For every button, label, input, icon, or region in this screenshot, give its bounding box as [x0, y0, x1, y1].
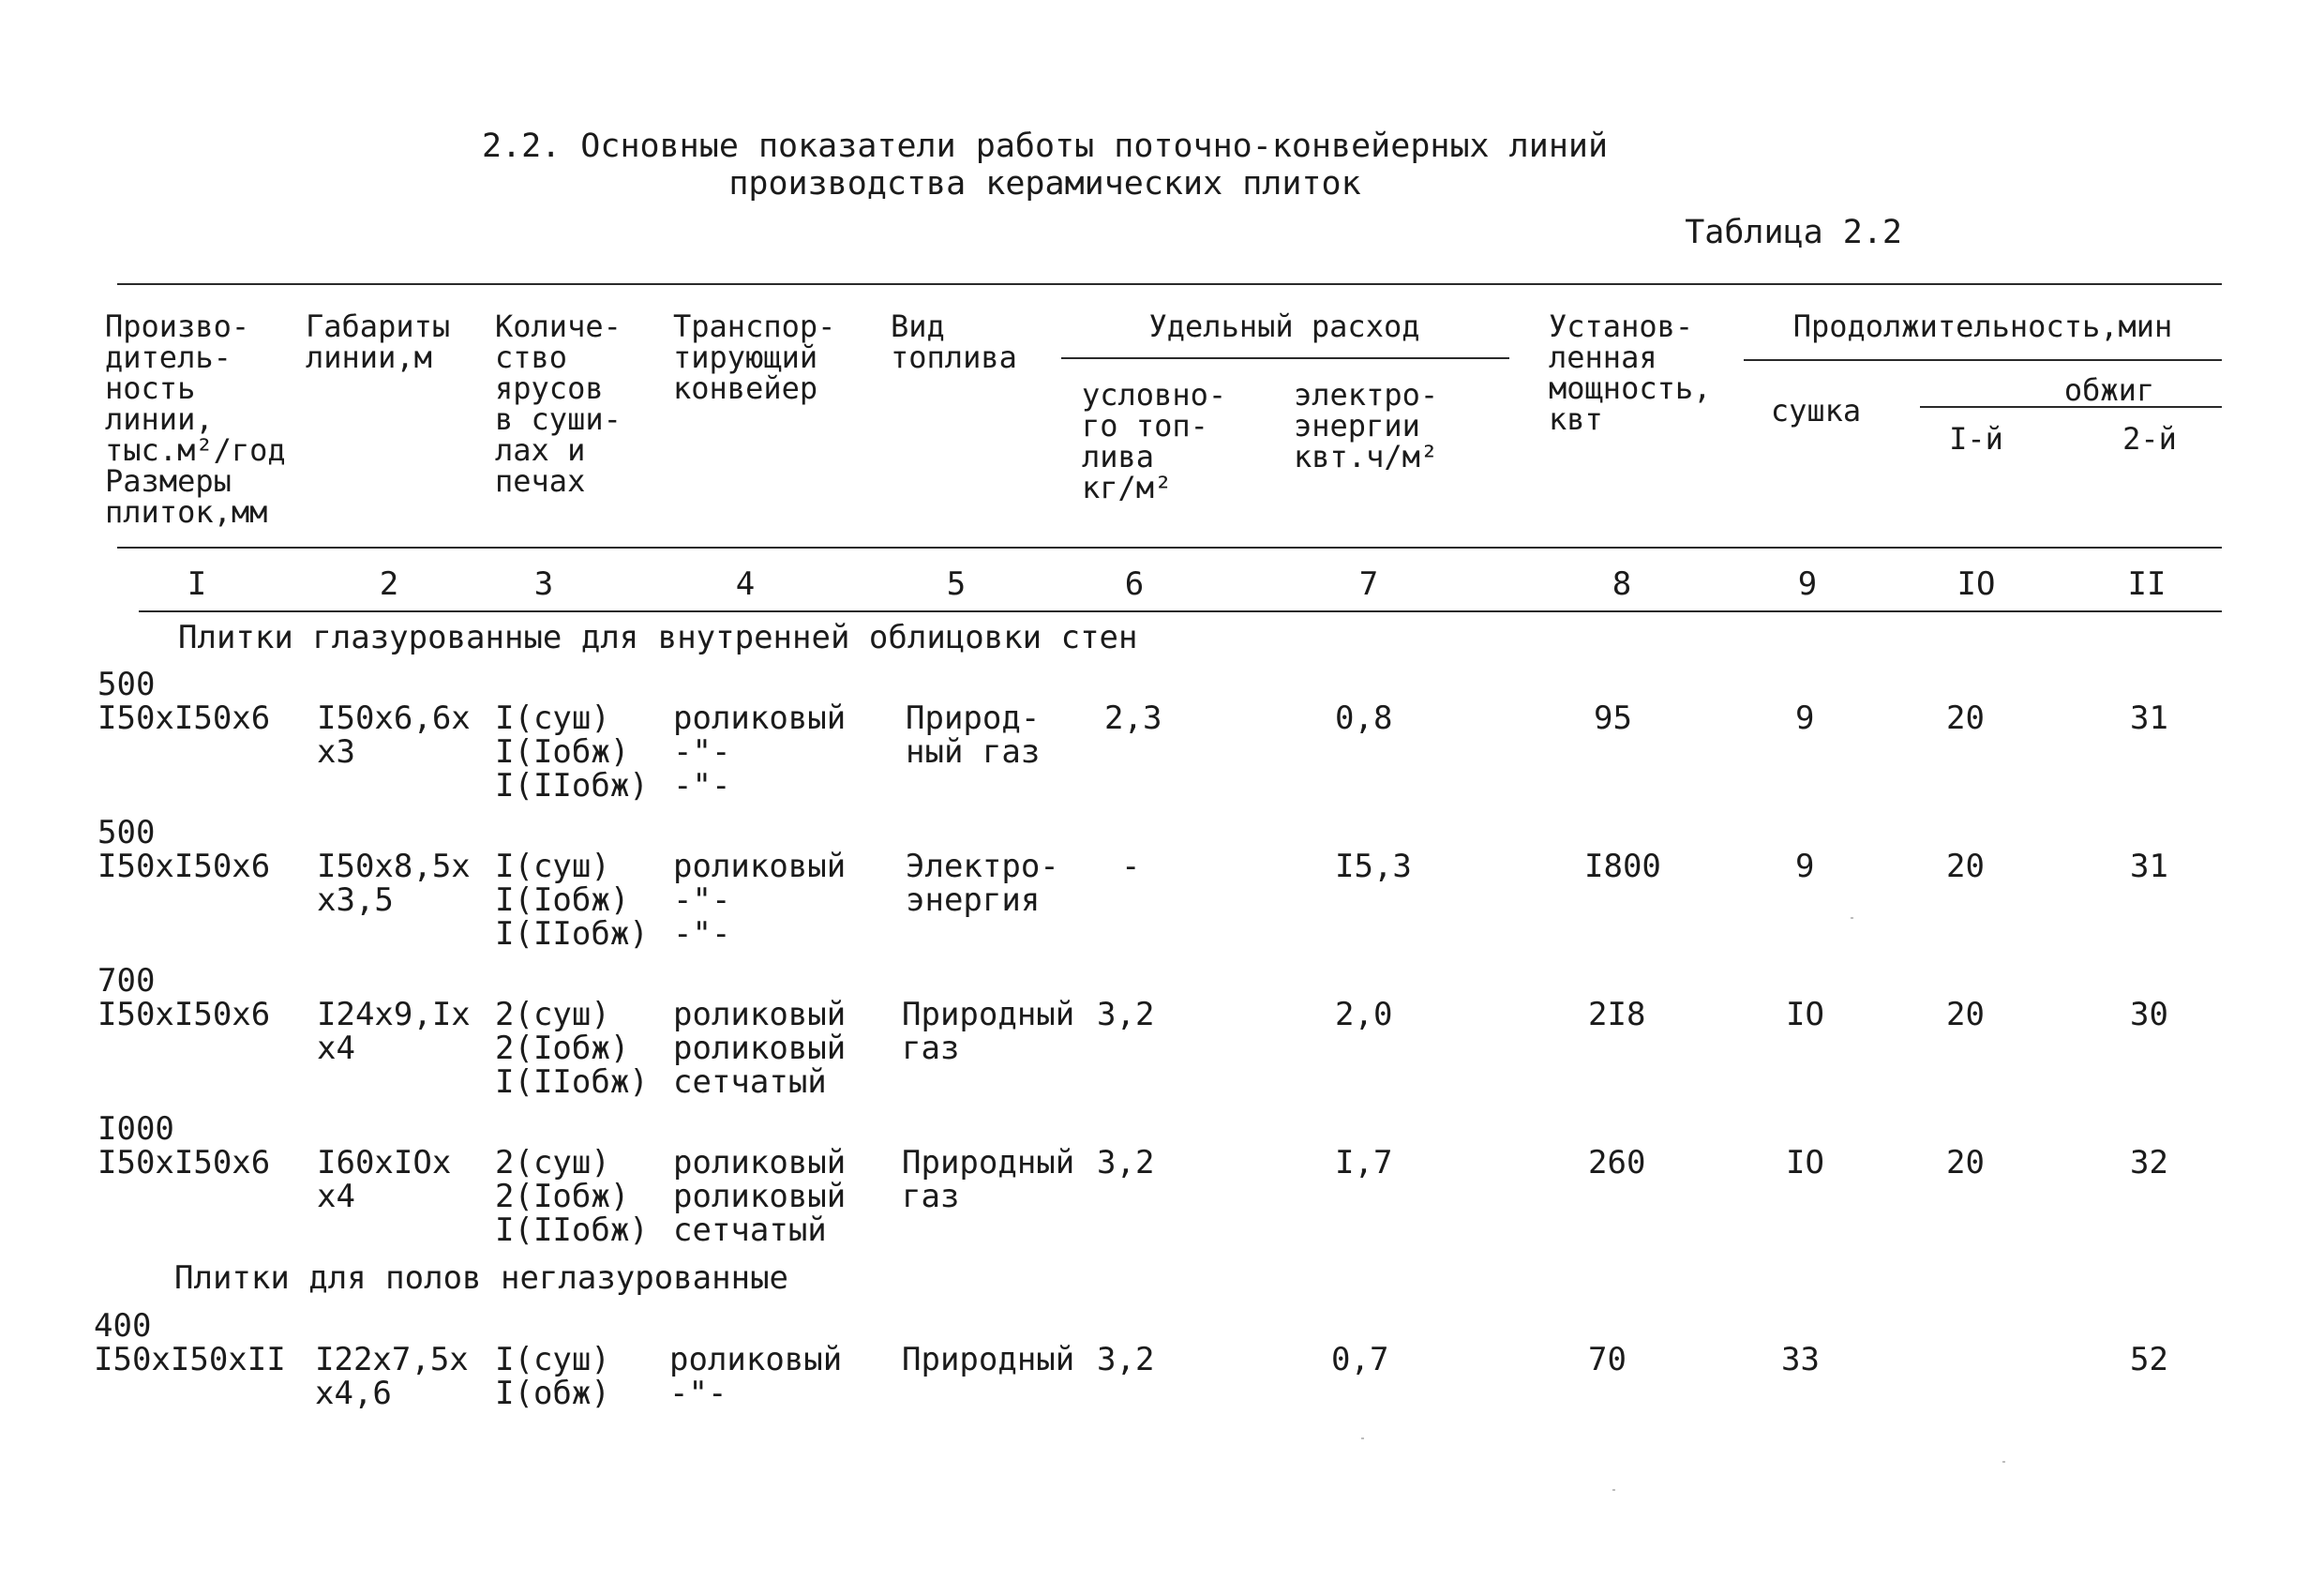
- header-conveyor: Транспор- тирующий конвейер: [673, 308, 836, 406]
- row-1-firing-2: 31: [2130, 700, 2168, 737]
- scan-speck: [1612, 1489, 1615, 1491]
- section-title-glazed: Плитки глазурованные для внутренней облицовки стен: [178, 619, 1138, 656]
- row-5-tiers: I(суш) I(обж): [495, 1341, 610, 1412]
- section-title-floor: Плитки для полов неглазурованные: [174, 1259, 789, 1297]
- row-4-conveyor: роликовый роликовый сетчатый: [673, 1144, 847, 1249]
- row-3-productivity: 700 I50xI50x6: [97, 962, 271, 1033]
- scan-speck: [2002, 1461, 2005, 1463]
- row-4-firing-1: 20: [1946, 1144, 1985, 1181]
- column-number-7: 7: [1358, 565, 1379, 603]
- row-3-installed-power: 2I8: [1588, 996, 1646, 1033]
- table-top-rule: [117, 283, 2222, 285]
- row-1-fuel-consumption: 2,3: [1104, 700, 1162, 737]
- row-3-dimensions: I24x9,Ix x4: [317, 996, 471, 1067]
- header-electricity: электро- энергии квт.ч/м²: [1294, 377, 1439, 474]
- column-number-5: 5: [946, 565, 967, 603]
- row-2-fuel-consumption: -: [1121, 848, 1141, 885]
- specific-consumption-rule: [1061, 357, 1509, 359]
- row-1-fuel: Природ- ный газ: [906, 700, 1041, 771]
- title-line-2: производства керамических плиток: [728, 165, 1361, 203]
- column-number-4: 4: [735, 565, 756, 603]
- row-4-productivity: I000 I50xI50x6: [97, 1110, 271, 1181]
- row-5-electricity-consumption: 0,7: [1331, 1341, 1389, 1378]
- row-1-tiers: I(суш) I(Iобж) I(IIобж): [495, 700, 649, 805]
- row-3-firing-1: 20: [1946, 996, 1985, 1033]
- header-tier-count: Количе- ство ярусов в суши- лах и печах: [495, 308, 622, 499]
- scan-speck: [1851, 917, 1853, 919]
- row-4-fuel-consumption: 3,2: [1097, 1144, 1155, 1181]
- row-5-fuel-consumption: 3,2: [1097, 1341, 1155, 1378]
- row-2-installed-power: I800: [1584, 848, 1661, 885]
- row-4-drying: IO: [1786, 1144, 1824, 1181]
- row-3-electricity-consumption: 2,0: [1335, 996, 1393, 1033]
- duration-rule: [1744, 359, 2222, 361]
- row-5-fuel: Природный: [902, 1341, 1075, 1378]
- row-1-drying: 9: [1795, 700, 1815, 737]
- row-1-installed-power: 95: [1594, 700, 1632, 737]
- firing-rule: [1920, 406, 2222, 408]
- header-conventional-fuel: условно- го топ- лива кг/м²: [1082, 377, 1227, 505]
- row-1-conveyor: роликовый -"- -"-: [673, 700, 847, 805]
- header-bottom-rule: [117, 547, 2222, 549]
- header-installed-power: Установ- ленная мощность, квт: [1549, 308, 1712, 437]
- column-number-rule: [139, 610, 2222, 612]
- row-4-firing-2: 32: [2130, 1144, 2168, 1181]
- header-firing-1: I-й: [1949, 421, 2003, 457]
- column-number-6: 6: [1124, 565, 1145, 603]
- row-3-firing-2: 30: [2130, 996, 2168, 1033]
- row-5-drying: 33: [1781, 1341, 1820, 1378]
- column-number-3: 3: [533, 565, 554, 603]
- row-1-productivity: 500 I50xI50x6: [97, 666, 271, 737]
- row-4-fuel: Природный газ: [902, 1144, 1075, 1215]
- row-5-installed-power: 70: [1588, 1341, 1627, 1378]
- row-2-conveyor: роликовый -"- -"-: [673, 848, 847, 953]
- title-line-1: 2.2. Основные показатели работы поточно-конвейерных линий: [481, 128, 1609, 165]
- header-fuel-type: Вид топлива: [891, 308, 1017, 375]
- row-3-drying: IO: [1786, 996, 1824, 1033]
- row-2-fuel: Электро- энергия: [906, 848, 1059, 919]
- row-1-dimensions: I50x6,6x x3: [317, 700, 471, 771]
- row-3-conveyor: роликовый роликовый сетчатый: [673, 996, 847, 1101]
- row-2-productivity: 500 I50xI50x6: [97, 814, 271, 885]
- row-2-dimensions: I50x8,5x x3,5: [317, 848, 471, 919]
- row-5-conveyor: роликовый -"-: [669, 1341, 843, 1412]
- header-drying: сушка: [1770, 393, 1862, 429]
- header-specific-consumption: Удельный расход: [1148, 308, 1420, 344]
- column-number-9: 9: [1797, 565, 1818, 603]
- row-4-tiers: 2(суш) 2(Iобж) I(IIобж): [495, 1144, 649, 1249]
- row-2-firing-1: 20: [1946, 848, 1985, 885]
- row-5-firing-2: 52: [2130, 1341, 2168, 1378]
- row-1-firing-1: 20: [1946, 700, 1985, 737]
- document-title: [0, 128, 2207, 203]
- row-2-tiers: I(суш) I(Iобж) I(IIобж): [495, 848, 649, 953]
- column-number-2: 2: [379, 565, 399, 603]
- header-productivity: Произво- дитель- ность линии, тыс.м²/год Размеры плиток,мм: [105, 308, 286, 530]
- row-4-electricity-consumption: I,7: [1335, 1144, 1393, 1181]
- row-5-dimensions: I22x7,5x x4,6: [315, 1341, 469, 1412]
- header-line-dimensions: Габариты линии,м: [306, 308, 451, 375]
- row-3-fuel: Природный газ: [902, 996, 1075, 1067]
- column-number-11: II: [2127, 565, 2167, 603]
- row-1-electricity-consumption: 0,8: [1335, 700, 1393, 737]
- row-2-firing-2: 31: [2130, 848, 2168, 885]
- row-4-installed-power: 260: [1588, 1144, 1646, 1181]
- column-number-1: I: [187, 565, 207, 603]
- scan-speck: [1361, 1437, 1364, 1439]
- header-firing: обжиг: [2063, 372, 2155, 408]
- row-2-drying: 9: [1795, 848, 1815, 885]
- row-3-tiers: 2(суш) 2(Iобж) I(IIобж): [495, 996, 649, 1101]
- header-duration: Продолжительность,мин: [1792, 308, 2173, 344]
- row-5-productivity: 400 I50xI50xII: [94, 1307, 286, 1378]
- row-4-dimensions: I60xIOx x4: [317, 1144, 452, 1215]
- column-number-10: IO: [1957, 565, 1996, 603]
- row-3-fuel-consumption: 3,2: [1097, 996, 1155, 1033]
- table-label: Таблица 2.2: [1685, 214, 1902, 251]
- column-number-8: 8: [1612, 565, 1632, 603]
- header-firing-2: 2-й: [2122, 421, 2177, 457]
- row-2-electricity-consumption: I5,3: [1335, 848, 1412, 885]
